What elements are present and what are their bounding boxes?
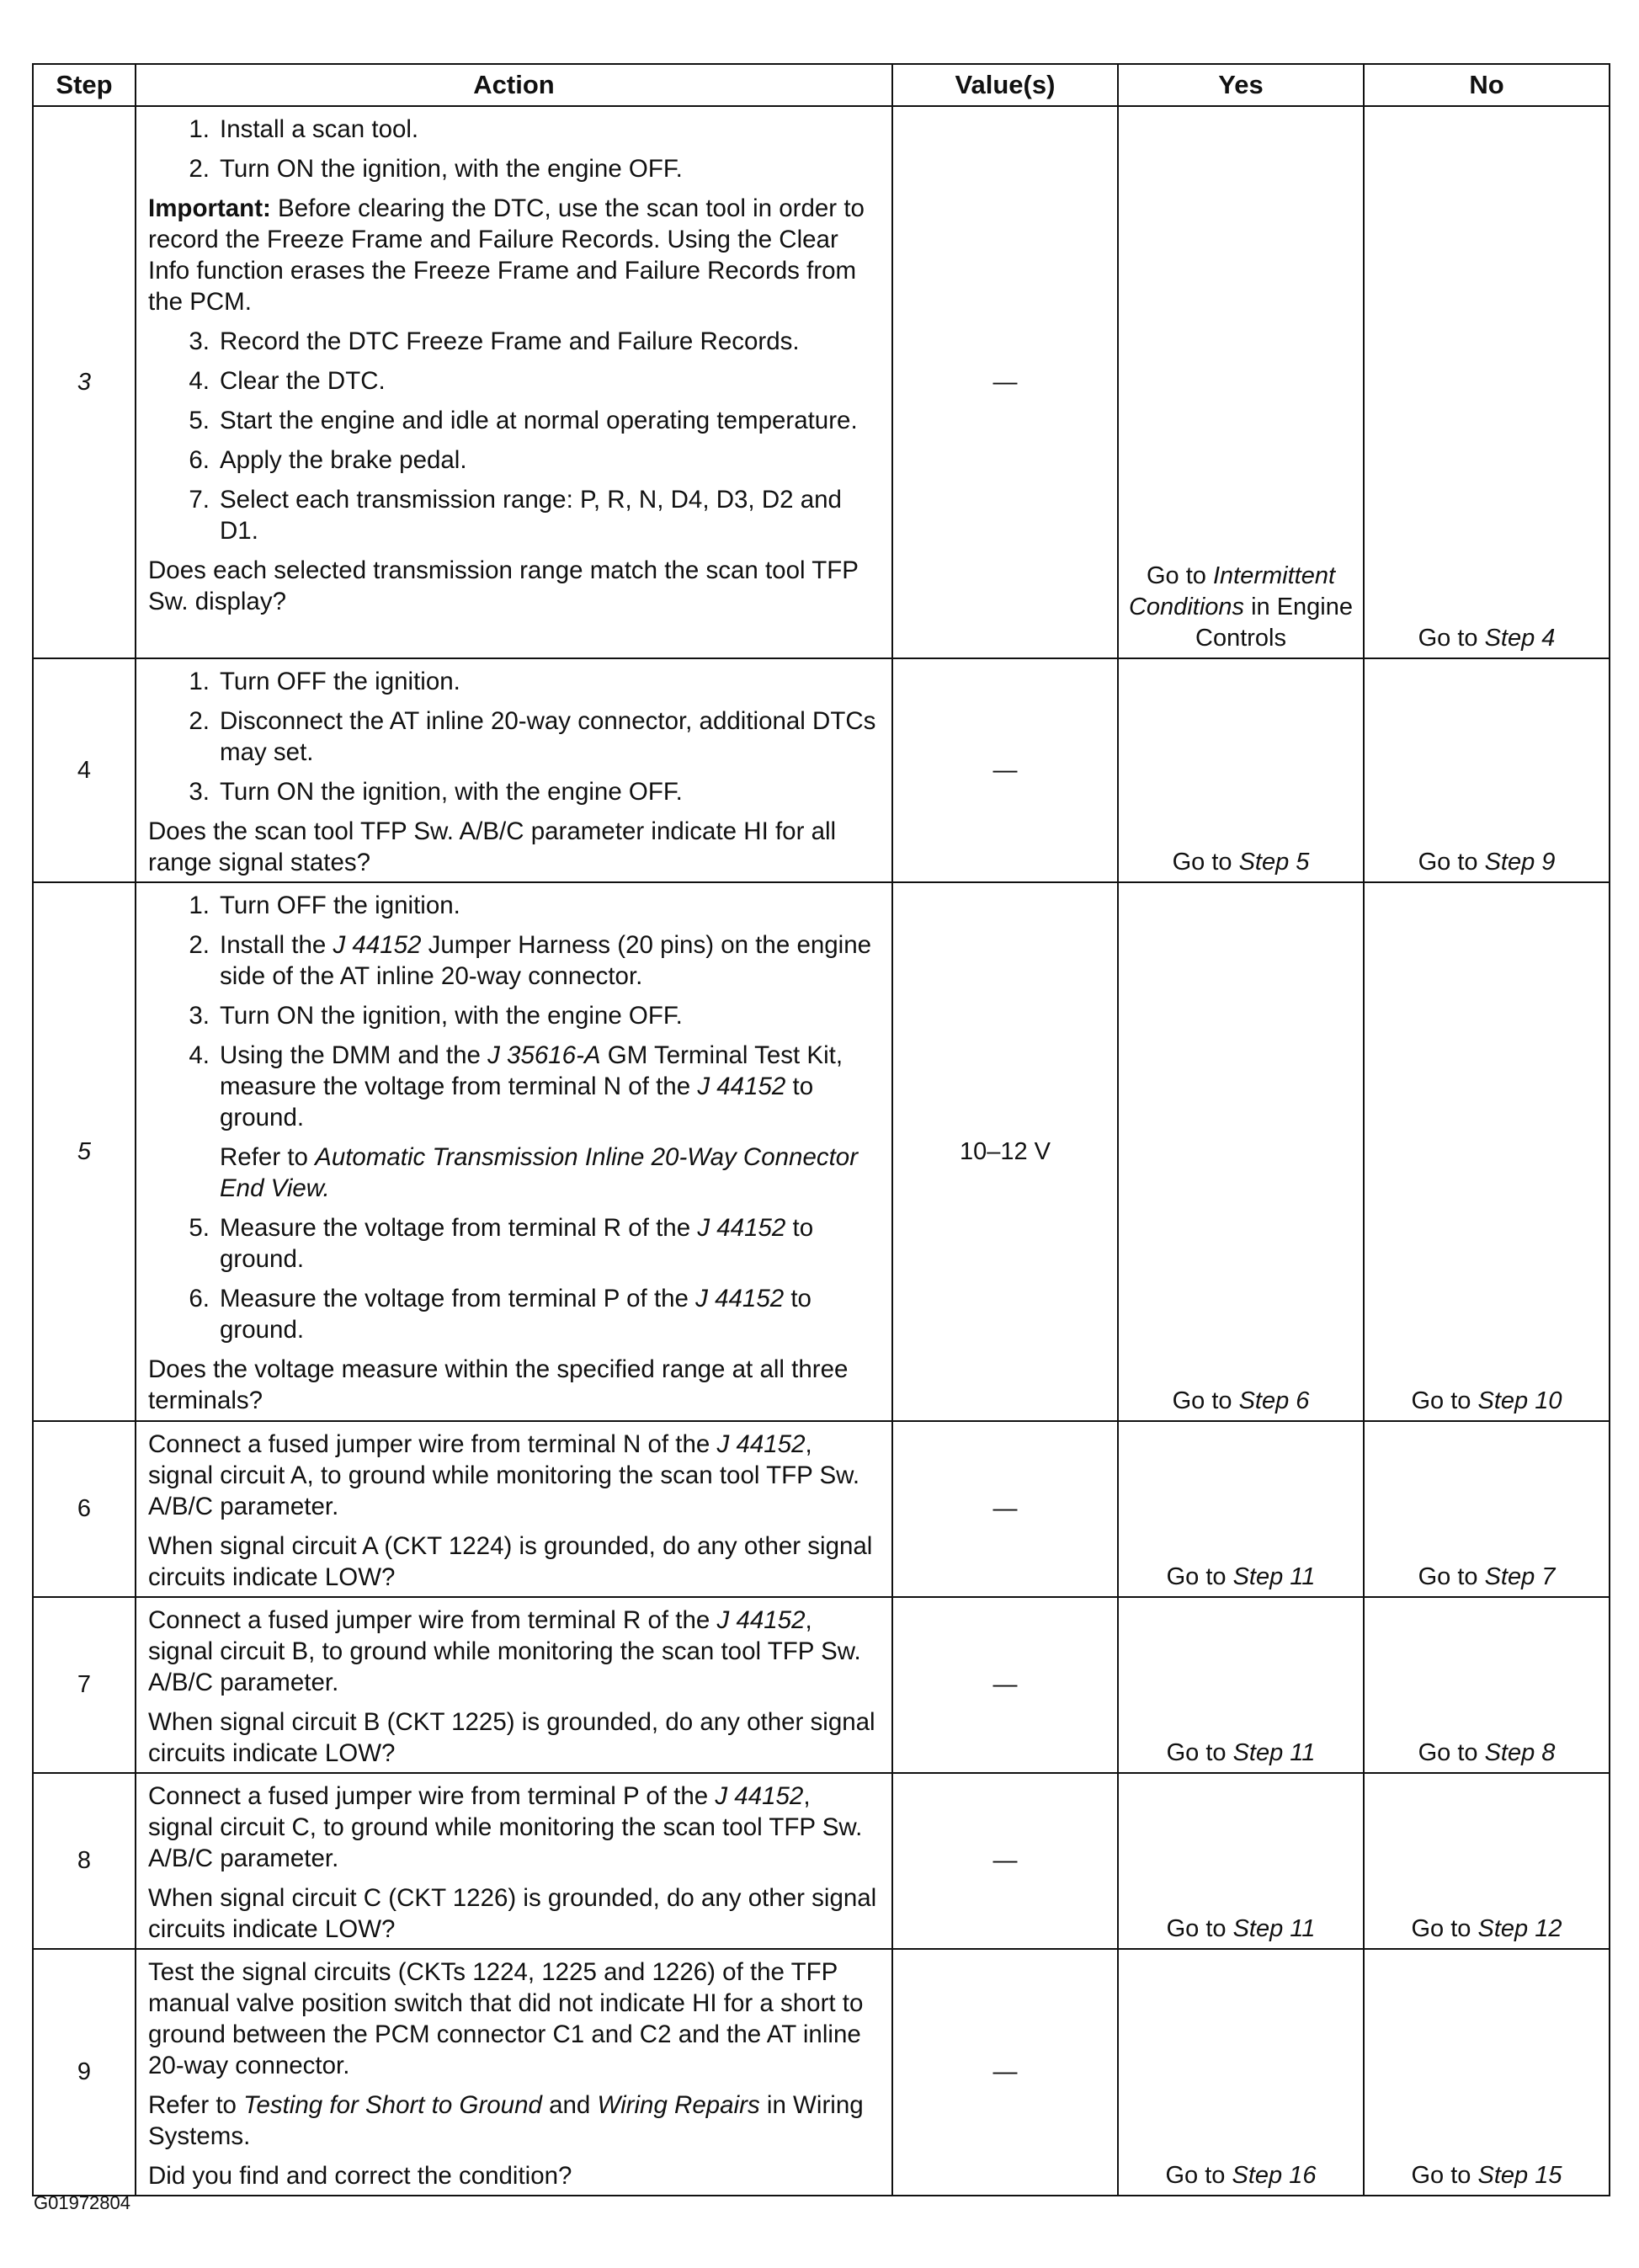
yes-cell	[1118, 1949, 1364, 2196]
list-text	[220, 705, 881, 768]
text-span: Does the voltage measure within the specified range at all three terminals?	[148, 1355, 849, 1414]
list-text	[220, 153, 881, 184]
value-cell: —	[892, 106, 1118, 658]
yes-cell	[1118, 1597, 1364, 1773]
yes-cell	[1118, 106, 1364, 658]
text-span: Go to	[1146, 562, 1213, 589]
yes-cell	[1118, 1421, 1364, 1597]
list-number: 5.	[189, 1214, 210, 1242]
text-span: Apply the brake pedal.	[220, 446, 467, 474]
no-cell	[1364, 882, 1610, 1421]
text-span: Record the DTC Freeze Frame and Failure Records.	[220, 327, 800, 355]
italic-reference: Step 4	[1484, 625, 1556, 652]
no-cell	[1364, 1773, 1610, 1949]
action-paragraph	[148, 1605, 881, 1698]
text-span: Go to	[1166, 1563, 1233, 1590]
text-span: Go to	[1418, 1739, 1485, 1766]
text-span: Does each selected transmission range match the scan tool TFP Sw. display?	[148, 556, 859, 615]
text-span: Go to	[1411, 1915, 1478, 1942]
text-span: Connect a fused jumper wire from terminal R of the	[148, 1606, 717, 1634]
text-span: Turn OFF the ignition.	[220, 668, 460, 695]
header-action: Action	[136, 64, 892, 106]
italic-reference: Step 5	[1238, 849, 1310, 876]
italic-reference: J 44152	[333, 931, 422, 959]
table-row	[33, 1773, 1610, 1949]
italic-reference: Step 8	[1484, 1739, 1556, 1766]
action-paragraph	[148, 2090, 881, 2152]
text-span: to ground.	[220, 1073, 814, 1131]
italic-reference: Step 10	[1477, 1387, 1562, 1414]
table-row	[33, 1421, 1610, 1597]
text-span: Does the scan tool TFP Sw. A/B/C parameter indicate HI for all range signal states?	[148, 817, 837, 876]
italic-reference: Automatic Transmission Inline 20-Way Connector End View.	[220, 1143, 859, 1202]
text-span: , signal circuit A, to ground while monitoring the scan tool TFP Sw. A/B/C parameter.	[148, 1430, 860, 1520]
text-span: Go to	[1418, 849, 1485, 876]
header-row	[33, 64, 1610, 106]
table-row	[33, 658, 1610, 882]
list-number: 5.	[189, 407, 210, 434]
italic-reference: Step 9	[1484, 849, 1556, 876]
list-number: 1.	[189, 668, 210, 695]
italic-reference: J 44152	[697, 1073, 786, 1100]
text-span: Connect a fused jumper wire from terminal P of the	[148, 1782, 716, 1810]
text-span: Refer to	[220, 1143, 316, 1171]
action-list-item	[148, 890, 881, 921]
italic-reference: Step 11	[1232, 1915, 1316, 1942]
text-span: Go to	[1418, 625, 1485, 652]
yes-cell	[1118, 658, 1364, 882]
text-span: Measure the voltage from terminal R of the	[220, 1214, 698, 1242]
step-number: 4	[33, 658, 136, 882]
action-cell	[136, 882, 892, 1421]
text-span: Jumper Harness (20 pins) on the engine side of the AT inline 20-way connector.	[220, 931, 872, 990]
list-text	[220, 929, 881, 992]
yes-cell	[1118, 1773, 1364, 1949]
text-span: Install a scan tool.	[220, 115, 419, 143]
italic-reference: Wiring Repairs	[597, 2091, 760, 2119]
italic-reference: J 44152	[697, 1214, 786, 1242]
yes-cell	[1118, 882, 1364, 1421]
action-list-item	[148, 666, 881, 697]
list-text	[220, 365, 881, 397]
text-span: Go to	[1418, 1563, 1485, 1590]
list-text	[220, 326, 881, 357]
header-no: No	[1364, 64, 1610, 106]
italic-reference: J 44152	[716, 1606, 806, 1634]
list-number: 4.	[189, 1041, 210, 1069]
action-cell	[136, 1421, 892, 1597]
text-span: Turn OFF the ignition.	[220, 892, 460, 919]
action-question	[148, 1354, 881, 1416]
action-cell	[136, 658, 892, 882]
list-text	[220, 1040, 881, 1133]
step-number: 5	[33, 882, 136, 1421]
list-text	[220, 405, 881, 436]
action-list-item	[148, 1283, 881, 1345]
action-list-item	[148, 114, 881, 145]
table-row	[33, 106, 1610, 658]
italic-reference: Step 11	[1232, 1563, 1316, 1590]
action-paragraph	[148, 1957, 881, 2081]
list-text	[220, 1212, 881, 1275]
text-span: Before clearing the DTC, use the scan tool in order to record the Freeze Frame and Failure Records. Using the Clear Info function erases the Freeze Frame and Failure Records from the PCM.	[148, 194, 865, 316]
text-span: Clear the DTC.	[220, 367, 386, 395]
no-cell	[1364, 658, 1610, 882]
text-span: , signal circuit C, to ground while monitoring the scan tool TFP Sw. A/B/C parameter.	[148, 1782, 863, 1872]
no-cell	[1364, 1949, 1610, 2196]
diagnostic-table-container	[32, 63, 1609, 2196]
italic-reference: J 44152	[695, 1285, 785, 1312]
text-span: Using the DMM and the	[220, 1041, 488, 1069]
list-text	[220, 445, 881, 476]
text-span: Connect a fused jumper wire from terminal N of the	[148, 1430, 717, 1458]
action-question	[148, 555, 881, 617]
italic-reference: Step 12	[1477, 1915, 1562, 1942]
step-number: 8	[33, 1773, 136, 1949]
list-number: 3.	[189, 327, 210, 355]
italic-reference: J 44152	[715, 1782, 804, 1810]
text-span: Go to	[1165, 2162, 1232, 2189]
step-number: 3	[33, 106, 136, 658]
italic-reference: J 44152	[716, 1430, 806, 1458]
list-text	[220, 666, 881, 697]
text-span: to ground.	[220, 1214, 814, 1273]
text-span: Refer to	[148, 2091, 244, 2119]
text-span: Go to	[1166, 1915, 1233, 1942]
text-span: Turn ON the ignition, with the engine OFF.	[220, 1002, 683, 1030]
italic-reference: Step 6	[1238, 1387, 1310, 1414]
header-step: Step	[33, 64, 136, 106]
text-span: to ground.	[220, 1285, 812, 1344]
action-list-item	[148, 484, 881, 546]
text-span: Go to	[1411, 2162, 1478, 2189]
header-values: Value(s)	[892, 64, 1118, 106]
italic-reference: Step 15	[1477, 2162, 1562, 2189]
action-list-item	[148, 445, 881, 476]
list-text	[220, 1000, 881, 1031]
action-list-item	[148, 1040, 881, 1133]
action-list-item	[148, 776, 881, 807]
table-row	[33, 1597, 1610, 1773]
list-number: 1.	[189, 892, 210, 919]
text-span: Install the	[220, 931, 333, 959]
text-span: Did you find and correct the condition?	[148, 2162, 572, 2190]
action-cell	[136, 1597, 892, 1773]
text-span: Start the engine and idle at normal operating temperature.	[220, 407, 858, 434]
text-span: in Engine Controls	[1195, 594, 1354, 652]
italic-reference: Step 16	[1232, 2162, 1317, 2189]
action-list-item	[148, 1212, 881, 1275]
text-span: GM Terminal Test Kit, measure the voltage from terminal N of the	[220, 1041, 843, 1100]
text-span: Go to	[1172, 849, 1239, 876]
table-row	[33, 882, 1610, 1421]
action-list-item	[148, 326, 881, 357]
figure-id: G01972804	[34, 2192, 130, 2213]
italic-reference: Step 7	[1484, 1563, 1556, 1590]
important-label: Important:	[148, 194, 271, 222]
list-text	[220, 484, 881, 546]
header-yes: Yes	[1118, 64, 1364, 106]
action-note	[148, 1142, 881, 1204]
step-number: 6	[33, 1421, 136, 1597]
action-cell	[136, 106, 892, 658]
italic-reference: J 35616-A	[487, 1041, 601, 1069]
action-list-item	[148, 365, 881, 397]
list-text	[220, 1283, 881, 1345]
list-number: 3.	[189, 778, 210, 806]
italic-reference: Intermittent Conditions	[1128, 562, 1336, 620]
list-number: 2.	[189, 155, 210, 183]
action-list-item	[148, 929, 881, 992]
text-span: When signal circuit A (CKT 1224) is grounded, do any other signal circuits indicate LOW?	[148, 1532, 873, 1591]
list-number: 2.	[189, 931, 210, 959]
action-list-item	[148, 153, 881, 184]
list-text	[220, 776, 881, 807]
value-cell: —	[892, 658, 1118, 882]
action-list-item	[148, 1000, 881, 1031]
diagnostic-table	[32, 63, 1610, 2196]
italic-reference: Testing for Short to Ground	[243, 2091, 542, 2119]
list-text	[220, 890, 881, 921]
list-number: 3.	[189, 1002, 210, 1030]
text-span: Go to	[1166, 1739, 1233, 1766]
action-paragraph	[148, 193, 881, 317]
action-question	[148, 1882, 881, 1945]
action-question	[148, 1531, 881, 1593]
value-cell: —	[892, 1949, 1118, 2196]
action-cell	[136, 1949, 892, 2196]
value-cell: —	[892, 1597, 1118, 1773]
list-number: 6.	[189, 446, 210, 474]
no-cell	[1364, 106, 1610, 658]
text-span: When signal circuit C (CKT 1226) is grounded, do any other signal circuits indicate LOW?	[148, 1884, 877, 1943]
action-question	[148, 816, 881, 878]
value-cell: —	[892, 1773, 1118, 1949]
action-paragraph	[148, 1429, 881, 1522]
action-question	[148, 1706, 881, 1769]
list-number: 1.	[189, 115, 210, 143]
list-number: 7.	[189, 486, 210, 514]
list-text	[220, 114, 881, 145]
text-span: Select each transmission range: P, R, N, D4, D3, D2 and D1.	[220, 486, 842, 545]
text-span: When signal circuit B (CKT 1225) is grounded, do any other signal circuits indicate LOW?	[148, 1708, 875, 1767]
italic-reference: Step 11	[1232, 1739, 1316, 1766]
step-number: 7	[33, 1597, 136, 1773]
action-list-item	[148, 405, 881, 436]
value-cell: —	[892, 1421, 1118, 1597]
text-span: , signal circuit B, to ground while monitoring the scan tool TFP Sw. A/B/C parameter.	[148, 1606, 861, 1696]
value-cell: 10–12 V	[892, 882, 1118, 1421]
action-question	[148, 2160, 881, 2191]
action-cell	[136, 1773, 892, 1949]
text-span: Go to	[1411, 1387, 1478, 1414]
text-span: Turn ON the ignition, with the engine OFF.	[220, 155, 683, 183]
list-number: 6.	[189, 1285, 210, 1312]
text-span: Turn ON the ignition, with the engine OFF.	[220, 778, 683, 806]
action-list-item	[148, 705, 881, 768]
action-paragraph	[148, 1781, 881, 1874]
text-span: Go to	[1172, 1387, 1239, 1414]
text-span: in Wiring Systems.	[148, 2091, 864, 2150]
text-span: Measure the voltage from terminal P of the	[220, 1285, 696, 1312]
no-cell	[1364, 1421, 1610, 1597]
list-number: 2.	[189, 707, 210, 735]
text-span: and	[541, 2091, 598, 2119]
text-span: Disconnect the AT inline 20-way connector, additional DTCs may set.	[220, 707, 876, 766]
text-span: Test the signal circuits (CKTs 1224, 1225 and 1226) of the TFP manual valve position switch that did not indicate HI for a short to ground between the PCM connector C1 and C2 and the AT inline 20-way connector.	[148, 1958, 864, 2079]
table-row	[33, 1949, 1610, 2196]
step-number: 9	[33, 1949, 136, 2196]
list-number: 4.	[189, 367, 210, 395]
no-cell	[1364, 1597, 1610, 1773]
